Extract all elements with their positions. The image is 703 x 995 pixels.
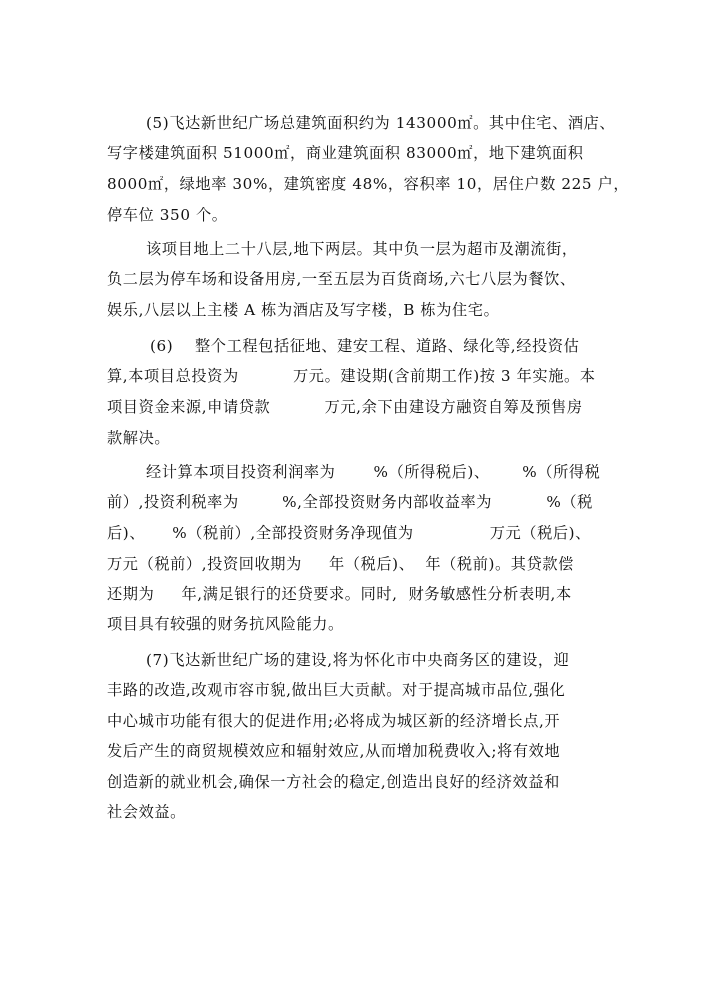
paragraph-floors-line-1: 该项目地上二十八层,地下两层。其中负一层为超市及潮流街， <box>146 240 578 258</box>
paragraph-finance-line-3: 后)、 %（税前）,全部投资财务净现值为 万元（税后)、 <box>107 524 591 542</box>
paragraph-finance-line-5: 还期为 年,满足银行的还贷要求。同时, 财务敏感性分析表明,本 <box>107 585 572 603</box>
paragraph-5-line-2: 写字楼建筑面积 51000㎡，商业建筑面积 83000㎡，地下建筑面积 <box>107 144 584 162</box>
paragraph-6-line-2: 算,本项目总投资为 万元。建设期(含前期工作)按 3 年实施。本 <box>107 367 596 385</box>
paragraph-finance-line-4: 万元（税前）,投资回收期为 年（税后)、 年（税前)。其贷款偿 <box>107 555 574 573</box>
paragraph-7-line-5: 创造新的就业机会,确保一方社会的稳定,创造出良好的经济效益和 <box>107 773 560 791</box>
paragraph-7-line-2: 丰路的改造,改观市容市貌,做出巨大贡献。对于提高城市品位,强化 <box>107 681 566 699</box>
paragraph-7-line-1: (7)飞达新世纪广场的建设,将为怀化市中央商务区的建设，迎 <box>146 651 570 669</box>
paragraph-5-line-3: 8000㎡，绿地率 30%，建筑密度 48%，容积率 10，居住户数 225 户， <box>107 175 630 193</box>
paragraph-floors-line-2: 负二层为停车场和设备用房,一至五层为百货商场,六七八层为餐饮、 <box>107 270 576 288</box>
paragraph-6-line-3: 项目资金来源,申请贷款 万元,余下由建设方融资自筹及预售房 <box>107 398 583 416</box>
paragraph-6-line-4: 款解决。 <box>107 429 171 447</box>
paragraph-7-line-6: 社会效益。 <box>107 803 186 821</box>
paragraph-floors-line-3: 娱乐,八层以上主楼 A 栋为酒店及写字楼，B 栋为住宅。 <box>107 301 500 319</box>
paragraph-finance-line-2: 前）,投资利税率为 %,全部投资财务内部收益率为 %（税 <box>107 493 593 511</box>
paragraph-finance-line-6: 项目具有较强的财务抗风险能力。 <box>107 615 344 633</box>
paragraph-5-line-1: (5)飞达新世纪广场总建筑面积约为 143000㎡。其中住宅、酒店、 <box>146 114 616 132</box>
paragraph-5-line-4: 停车位 350 个。 <box>107 206 228 224</box>
paragraph-finance-line-1: 经计算本项目投资利润率为 %（所得税后)、 %（所得税 <box>146 463 601 481</box>
paragraph-6-line-1: (6) 整个工程包括征地、建安工程、道路、绿化等,经投资估 <box>150 337 580 355</box>
paragraph-7-line-4: 发后产生的商贸规模效应和辐射效应,从而增加税费收入;将有效地 <box>107 742 561 760</box>
paragraph-7-line-3: 中心城市功能有很大的促进作用;必将成为城区新的经济增长点,开 <box>107 712 561 730</box>
